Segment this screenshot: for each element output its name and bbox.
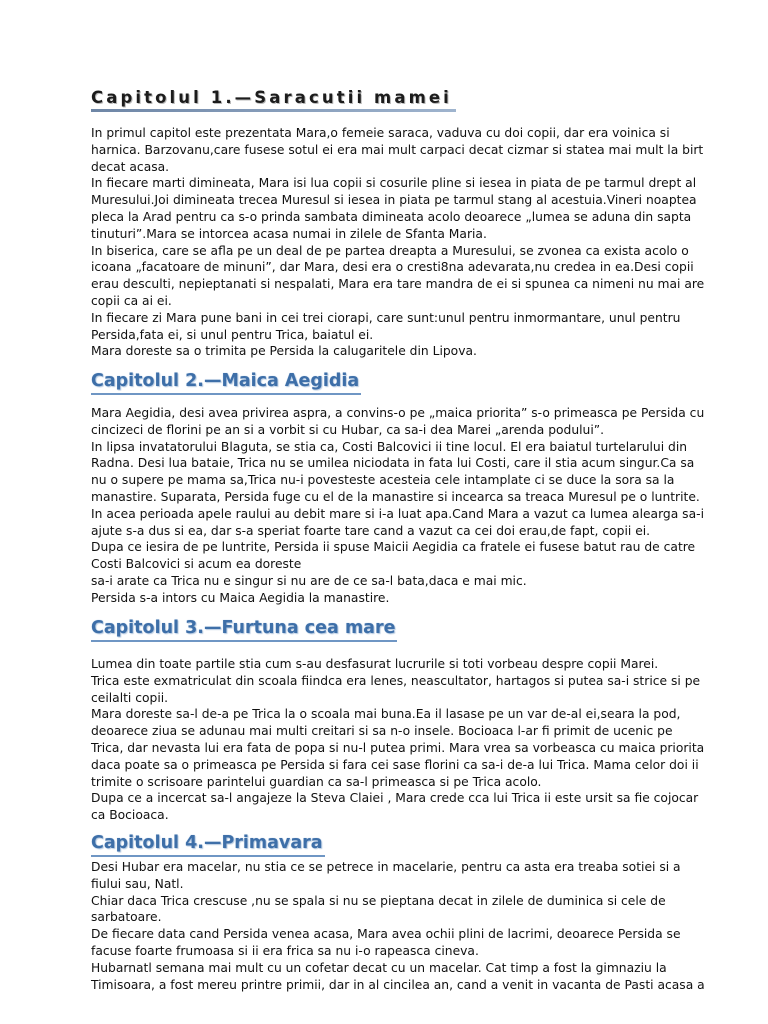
text-line: nu o supere pe mama sa,Trica nu-i povesteste acesteia cele intamplate ci se duce la sora sa la xyxy=(91,473,675,488)
chapter-1-title: Capitolul 1.—Saracutii mamei xyxy=(91,88,452,107)
text-line: decat acasa. xyxy=(91,159,170,174)
text-line: In lipsa invatatorului Blaguta, se stia ca, Costi Balcovici ii tine locul. El era baiatul turtelarului din xyxy=(91,439,688,454)
text-line: Timisoara, a fost mereu printre primii, dar in al cincilea an, cand a venit in vacanta de Pasti acasa a xyxy=(91,977,705,992)
chapter-3-title: Capitolul 3.—Furtuna cea mare xyxy=(91,618,396,638)
text-line: trimite o scrisoare parintelui guardian ca sa-l primeasca si pe Trica acolo. xyxy=(91,774,542,789)
text-line: De fiecare data cand Persida venea acasa, Mara avea ochii plini de lacrimi, deoarece Persida se xyxy=(91,927,681,942)
text-line: Persida,fata ei, si unul pentru Trica, baiatul ei. xyxy=(91,327,374,342)
text-line: Trica, dar nevasta lui era fata de popa si nu-l putea primi. Mara vrea sa vorbeasca cu maica priorita xyxy=(91,740,705,755)
text-line: deoarece ziua se adunau mai multi creitari si sa n-o insele. Bocioaca l-ar fi primit de ucenic pe xyxy=(91,724,673,739)
text-line: In primul capitol este prezentata Mara,o femeie saraca, vaduva cu doi copii, dar era voinica si xyxy=(91,126,670,140)
text-line: manastire. Suparata, Persida fuge cu el de la manastire si incearca sa treaca Muresul pe o luntrite. xyxy=(91,489,700,504)
text-line: sarbatoare. xyxy=(91,910,162,925)
text-line: Radna. Desi lua bataie, Trica nu se umilea niciodata in fata lui Costi, care il stia acum singur.Ca sa xyxy=(91,456,695,471)
text-line: Lumea din toate partile stia cum s-au desfasurat lucrurile si toti vorbeau despre copii Marei. xyxy=(91,657,659,671)
text-line: Mara doreste sa o trimita pe Persida la calugaritele din Lipova. xyxy=(91,344,477,359)
chapter-2-title: Capitolul 2.—Maica Aegidia xyxy=(91,371,360,391)
text-line: Costi Balcovici si acum ea doreste xyxy=(91,557,302,572)
text-line: In fiecare marti dimineata, Mara isi lua copii si cosurile pline si iesea in piata de pe tarmul drept al xyxy=(91,176,697,191)
text-line: tinuturi”.Mara se intorcea acasa numai in zilele de Sfanta Maria. xyxy=(91,226,487,241)
text-line: ca Bocioaca. xyxy=(91,808,169,823)
text-line: copii ca ai ei. xyxy=(91,293,172,308)
text-line: Dupa ce a incercat sa-l angajeze la Steva Claiei , Mara crede cca lui Trica ii este ursit sa fie cojocar xyxy=(91,791,699,806)
text-line: In fiecare zi Mara pune bani in cei trei ciorapi, care sunt:unul pentru inmormantare, unul pentru xyxy=(91,310,681,325)
text-line: Mara Aegidia, desi avea privirea aspra, a convins-o pe „maica priorita” s-o primeasca pe Persida cu xyxy=(91,406,705,420)
text-line: icoana „facatoare de minuni”, dar Mara, desi era o cresti8na adevarata,nu credea in ea.Desi copii xyxy=(91,260,694,275)
text-line: Persida s-a intors cu Maica Aegidia la manastire. xyxy=(91,590,390,605)
chapter-4-body xyxy=(91,859,705,993)
text-line: sa-i arate ca Trica nu e singur si nu are de ce sa-l bata,daca e mai mic. xyxy=(91,573,527,588)
text-line: harnica. Barzovanu,care fusese sotul ei era mai mult carpaci decat cizmar si statea mai mult la birt xyxy=(91,142,704,157)
text-line: Mara doreste sa-l de-a pe Trica la o scoala mai buna.Ea il lasase pe un var de-al ei,seara la pod, xyxy=(91,707,681,722)
text-line: fiului sau, Natl. xyxy=(91,876,184,891)
chapter-2-body xyxy=(91,405,705,607)
text-line: Muresului.Joi dimineata trecea Muresul si iesea in piata pe tarmul stang al acestuia.Vineri noaptea xyxy=(91,193,697,208)
text-line: erau desculti, nepieptanati si nespalati, Mara era tare mandra de ei si spunea ca nimeni nu mai are xyxy=(91,277,705,292)
text-line: In biserica, care se afla pe un deal de pe partea dreapta a Muresului, se zvonea ca exista acolo o xyxy=(91,243,689,258)
text-line: Hubarnatl semana mai mult cu un cofetar decat cu un macelar. Cat timp a fost la gimnaziu la xyxy=(91,960,667,975)
chapter-3-body xyxy=(91,656,705,824)
text-line: Dupa ce iesira de pe luntrite, Persida ii spuse Maicii Aegidia ca fratele ei fusese batut rau de catre xyxy=(91,540,696,555)
text-line: In acea perioada apele raului au debit mare si i-a luat apa.Cand Mara a vazut ca lumea alearga sa-i xyxy=(91,506,704,521)
text-line: Chiar daca Trica crescuse ,nu se spala si nu se pieptana decat in zilele de duminica si cele de xyxy=(91,893,666,908)
text-line: ajute s-a dus si ea, dar s-a speriat foarte tare cand a vazut ca cei doi erau,de fapt, copii ei. xyxy=(91,523,651,538)
chapter-1-body xyxy=(91,125,705,360)
text-line: pleca la Arad pentru ca s-o prinda sambata dimineata acolo deoarece „lumea se aduna din sapta xyxy=(91,209,692,224)
text-line: ceilalti copii. xyxy=(91,690,169,705)
text-line: cincizeci de florini pe an si a vorbit si cu Hubar, ca sa-i dea Marei „arenda podului”. xyxy=(91,422,605,437)
text-line: daca poate sa o primeasca pe Persida si fara cei sase florini ca sa-i de-a lui Trica. Mama celor doi ii xyxy=(91,757,699,772)
text-line: Desi Hubar era macelar, nu stia ce se petrece in macelarie, pentru ca asta era treaba sotiei si a xyxy=(91,860,681,874)
chapter-4-title: Capitolul 4.—Primavara xyxy=(91,833,323,853)
text-line: Trica este exmatriculat din scoala fiindca era lenes, neascultator, hartagos si putea sa-i strice si pe xyxy=(91,673,701,688)
text-line: facuse foarte frumoasa si ii era frica sa nu i-o rapeasca cineva. xyxy=(91,943,479,958)
